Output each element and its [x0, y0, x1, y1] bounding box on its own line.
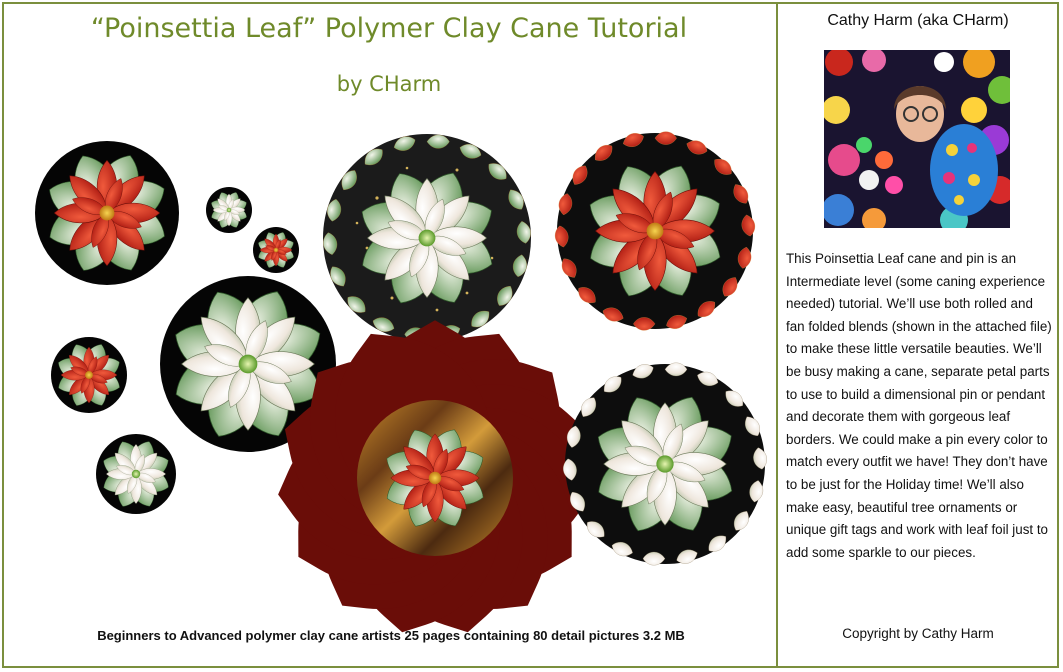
copyright-notice: Copyright by Cathy Harm	[842, 626, 994, 641]
author-photo	[824, 50, 1010, 228]
pin-red-wood	[322, 366, 548, 590]
byline: by CHarm	[336, 72, 442, 96]
pin-white-green-border	[322, 133, 533, 342]
cane-slice-white-small	[206, 187, 252, 233]
sidebar-panel	[780, 4, 1056, 666]
cane-slice-red-medium	[51, 337, 127, 413]
cane-slice-red-large	[35, 141, 179, 285]
pin-white-white-border	[561, 361, 768, 566]
tutorial-description: This Poinsettia Leaf cane and pin is an Intermediate level (some caning experience needed) tutorial. We’ll use both rolled and fan folded blends (shown in the attached file) to make these little versatile beauties. We’ll be busy making a cane, separate petal parts to use to build a dimensional pin or pendant and decorate them with gorgeous leaf borders. We could make a pin every color to match every outfit we have! They don’t have to be just for the Holiday time! We’ll also make easy, beautiful tree ornaments or unique gift tags and work with leaf foil just to add some sparkle to our pieces.	[786, 251, 1052, 560]
pin-red-red-border	[553, 130, 756, 332]
cane-slice-red-small	[253, 227, 299, 273]
footer-summary: Beginners to Advanced polymer clay cane artists 25 pages containing 80 detail pictures 3.2 MB	[97, 628, 685, 643]
author-name: Cathy Harm (aka CHarm)	[827, 12, 1009, 29]
main-panel	[4, 4, 778, 666]
cane-slice-white-medium	[96, 434, 176, 514]
cane-artwork	[4, 4, 778, 666]
page-title: “Poinsettia Leaf” Polymer Clay Cane Tutorial	[90, 13, 688, 44]
